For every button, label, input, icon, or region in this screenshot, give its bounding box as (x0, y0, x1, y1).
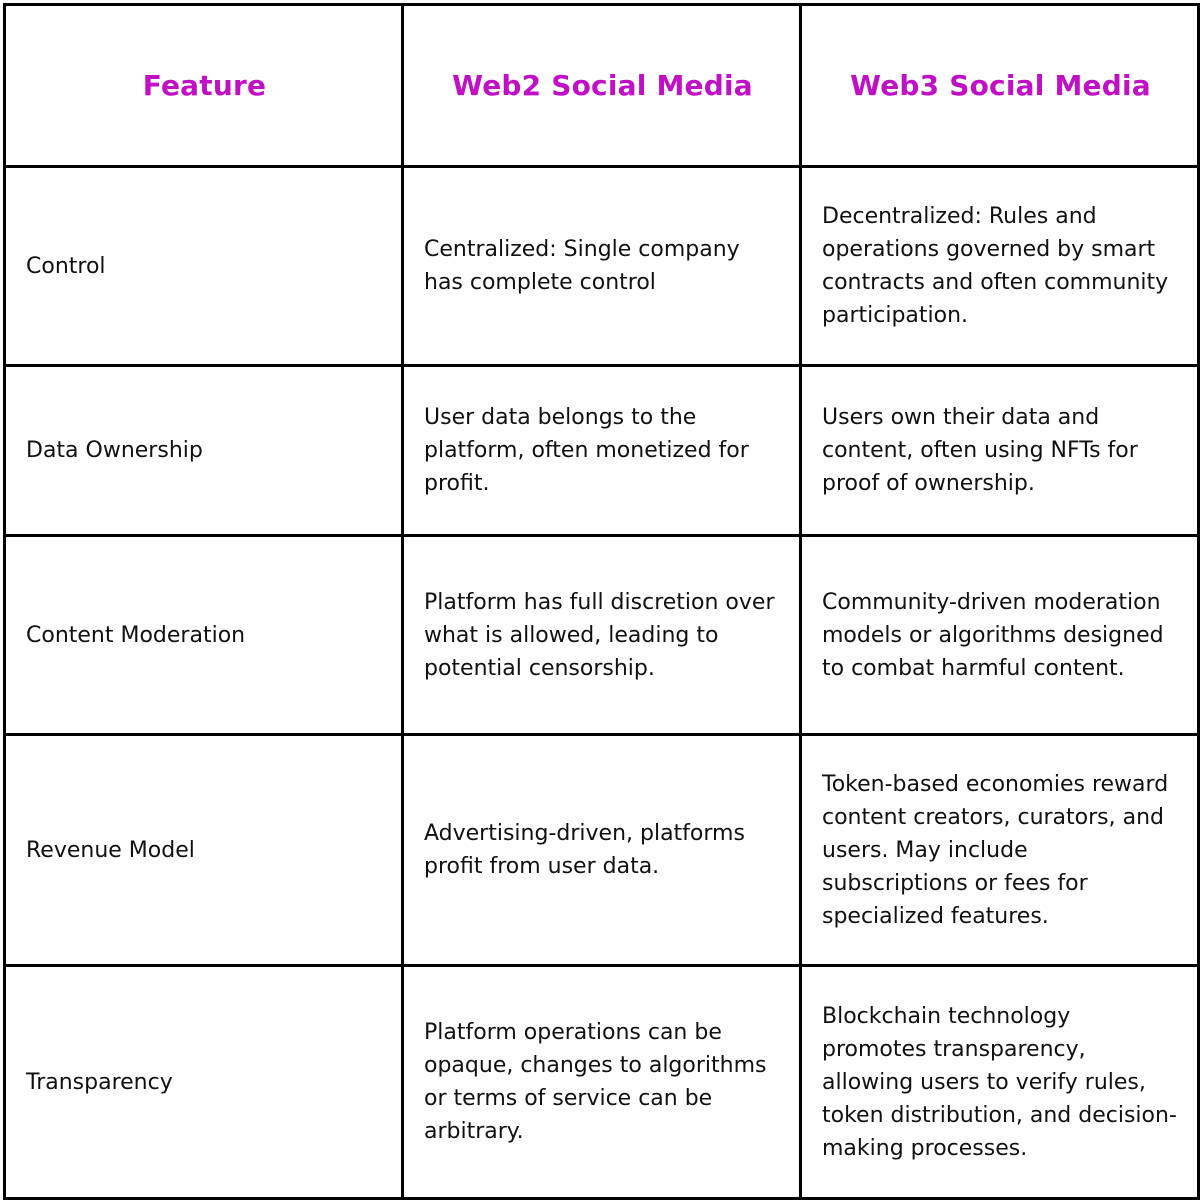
header-web2: Web2 Social Media (403, 5, 801, 167)
header-web3: Web3 Social Media (801, 5, 1199, 167)
web3-cell: Token-based economies reward content creators, curators, and users. May include subscriptions or fees for specialized features. (801, 735, 1199, 966)
feature-cell: Content Moderation (5, 536, 403, 735)
feature-cell: Revenue Model (5, 735, 403, 966)
table-row (5, 735, 1199, 966)
comparison-table-frame (3, 3, 1197, 1197)
feature-cell: Control (5, 167, 403, 366)
web2-cell: User data belongs to the platform, often monetized for profit. (403, 366, 801, 536)
table-row (5, 366, 1199, 536)
web3-cell: Blockchain technology promotes transparency, allowing users to verify rules, token distribution, and decision-making processes. (801, 966, 1199, 1199)
table-row (5, 536, 1199, 735)
feature-cell: Data Ownership (5, 366, 403, 536)
table-row (5, 966, 1199, 1199)
web3-cell: Users own their data and content, often using NFTs for proof of ownership. (801, 366, 1199, 536)
comparison-table (3, 3, 1200, 1200)
web2-cell: Centralized: Single company has complete control (403, 167, 801, 366)
web2-cell: Platform has full discretion over what is allowed, leading to potential censorship. (403, 536, 801, 735)
header-feature: Feature (5, 5, 403, 167)
web3-cell: Decentralized: Rules and operations governed by smart contracts and often community participation. (801, 167, 1199, 366)
web3-cell: Community-driven moderation models or algorithms designed to combat harmful content. (801, 536, 1199, 735)
table-header-row (5, 5, 1199, 167)
web2-cell: Advertising-driven, platforms profit from user data. (403, 735, 801, 966)
web2-cell: Platform operations can be opaque, changes to algorithms or terms of service can be arbitrary. (403, 966, 801, 1199)
feature-cell: Transparency (5, 966, 403, 1199)
table-row (5, 167, 1199, 366)
